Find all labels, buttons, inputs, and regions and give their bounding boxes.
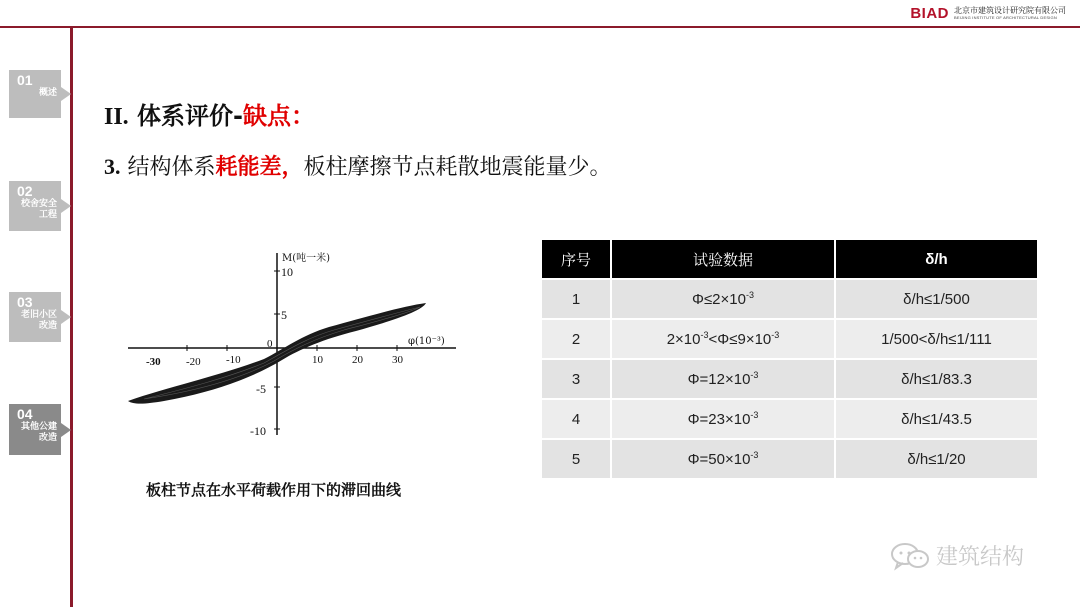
figure-caption: 板柱节点在水平荷载作用下的滞回曲线 <box>146 481 402 499</box>
y-tick-label: -5 <box>256 382 266 396</box>
sidebar-tab-label: 改造 <box>38 433 57 443</box>
x-tick-label: 20 <box>352 354 363 366</box>
row-number-cell: 3 <box>542 360 610 398</box>
watermark-text: 建筑结构 <box>936 545 1025 570</box>
point-text-after: 板柱摩擦节点耗散地震能量少。 <box>303 155 612 180</box>
point-heading <box>104 150 612 181</box>
y-axis-label: M(吨一米) <box>282 253 331 264</box>
point-text-before: 结构体系 <box>120 155 216 180</box>
table-row <box>542 320 1037 358</box>
sidebar-tab-label: 老旧小区 <box>20 310 57 320</box>
section-numeral: II. <box>104 104 129 130</box>
y-tick-label: 10 <box>281 265 293 279</box>
brand-header <box>910 5 1066 21</box>
sidebar-tab-label: 工程 <box>38 210 57 220</box>
section-heading-highlight: 缺点： <box>243 102 316 130</box>
test-data-table <box>540 238 1039 480</box>
sidebar-tab-label: 校舍安全 <box>20 199 57 209</box>
y-tick-label: -10 <box>250 424 266 438</box>
row-number-cell: 5 <box>542 440 610 478</box>
sidebar-tab-label: 其他公建 <box>20 422 57 432</box>
table-row <box>542 360 1037 398</box>
x-tick-label: 0 <box>267 338 273 350</box>
sidebar-tab-school-safety[interactable] <box>9 181 61 231</box>
brand-name-en: BEIJING INSTITUTE OF ARCHITECTURAL DESIGN <box>954 14 1057 20</box>
point-number: 3. <box>104 154 121 179</box>
table-row <box>542 280 1037 318</box>
sidebar-tab-label: 概述 <box>38 88 57 98</box>
column-header-data: 试验数据 <box>612 240 834 278</box>
sidebar-tab-number: 02 <box>17 183 33 199</box>
x-tick-label: -30 <box>146 356 161 368</box>
x-tick-label: -20 <box>186 356 201 368</box>
sidebar-tab-number: 04 <box>17 406 33 422</box>
x-tick-label: 10 <box>312 354 323 366</box>
test-data-cell: $\Phi=12\times 10^{-3}$ <box>612 360 834 398</box>
sidebar-tab-public-buildings[interactable] <box>9 404 61 455</box>
section-heading <box>104 96 315 131</box>
y-tick-label: 5 <box>281 308 287 322</box>
row-number-cell: 2 <box>542 320 610 358</box>
brand-name <box>954 7 1066 20</box>
column-header-no: 序号 <box>542 240 610 278</box>
sidebar-tab-old-community[interactable] <box>9 292 61 342</box>
sidebar-tab-label: 改造 <box>38 321 57 331</box>
column-header-ratio: δ/h <box>836 240 1037 278</box>
x-axis-label: φ(10⁻³) <box>408 336 445 347</box>
x-tick-label: 30 <box>392 354 403 366</box>
test-data-cell: $\Phi=23\times 10^{-3}$ <box>612 400 834 438</box>
header-divider <box>0 26 1080 28</box>
ratio-cell: δ/h≤1/20 <box>836 440 1037 478</box>
ratio-cell: 1/500<δ/h≤1/111 <box>836 320 1037 358</box>
ratio-cell: δ/h≤1/43.5 <box>836 400 1037 438</box>
sidebar-tab-number: 01 <box>17 72 33 88</box>
section-heading-text: 体系评价- <box>128 102 244 130</box>
hysteresis-figure <box>124 245 464 445</box>
brand-name-cn: 北京市建筑设计研究院有限公司 <box>954 5 1066 15</box>
watermark <box>890 540 1024 571</box>
ratio-cell: δ/h≤1/500 <box>836 280 1037 318</box>
sidebar-tab-number: 03 <box>17 294 33 310</box>
brand-logo: BIAD <box>910 4 949 22</box>
test-data-cell: $\Phi=50\times 10^{-3}$ <box>612 440 834 478</box>
ratio-cell: δ/h≤1/83.3 <box>836 360 1037 398</box>
table-row <box>542 440 1037 478</box>
table-header-row <box>542 240 1037 278</box>
row-number-cell: 1 <box>542 280 610 318</box>
x-tick-label: -10 <box>226 354 241 366</box>
wechat-icon <box>890 541 930 571</box>
row-number-cell: 4 <box>542 400 610 438</box>
test-data-cell: $\Phi\le 2\times 10^{-3}$ <box>612 280 834 318</box>
table-row <box>542 400 1037 438</box>
point-text-highlight: 耗能差， <box>215 154 304 180</box>
test-data-cell: $2\times 10^{-3}<\Phi\le 9\times 10^{-3}$ <box>612 320 834 358</box>
sidebar-tab-overview[interactable] <box>9 70 61 118</box>
